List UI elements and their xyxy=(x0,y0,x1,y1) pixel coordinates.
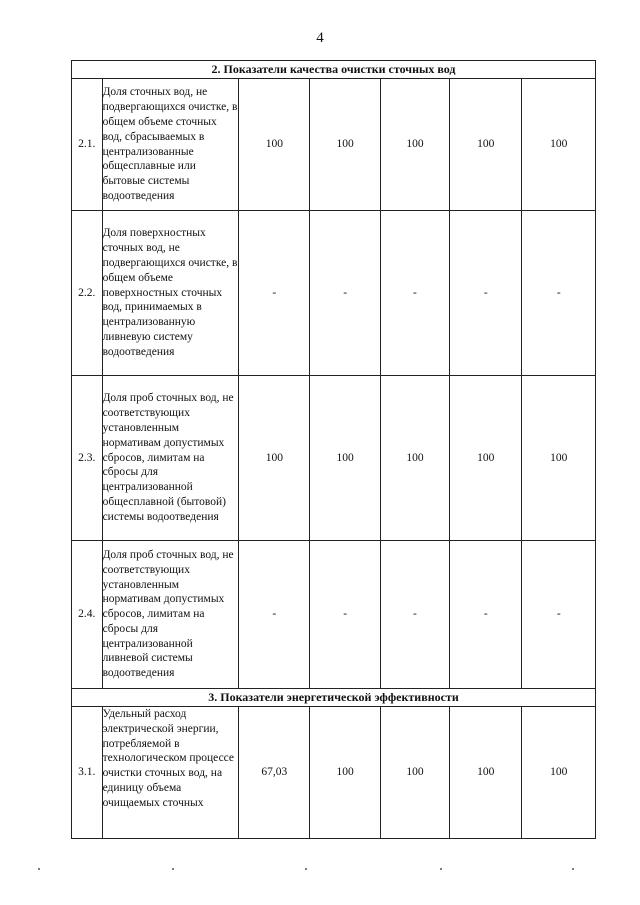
value-cell: 100 xyxy=(522,376,596,541)
value-cell: 100 xyxy=(450,376,522,541)
value-cell: - xyxy=(310,211,380,376)
indicator-description-cell xyxy=(102,707,239,839)
value-cell: 100 xyxy=(380,376,449,541)
indicator-description: Доля проб сточных вод, не соответствующих установленным нормативам допустимых сбросов, лимитам на сбросы для централизованной ливневой системы водоотведения xyxy=(102,541,239,689)
value-cell: 100 xyxy=(310,707,380,839)
indicators-table xyxy=(71,60,596,839)
scan-mark xyxy=(305,868,307,870)
table-row xyxy=(72,376,596,541)
indicator-description: Доля поверхностных сточных вод, не подвергающихся очистке, в общем объеме поверхностных сточных вод, принимаемых в централизованную ливневую систему водоотведения xyxy=(102,211,239,376)
table-row xyxy=(72,79,596,211)
section-title: 2. Показатели качества очистки сточных вод xyxy=(72,61,596,79)
value-cell: - xyxy=(522,541,596,689)
value-cell: - xyxy=(380,541,449,689)
row-number: 2.3. xyxy=(72,376,103,541)
value-cell: 100 xyxy=(310,376,380,541)
scan-mark xyxy=(440,868,442,870)
scan-mark xyxy=(38,868,40,870)
value-cell: 100 xyxy=(522,707,596,839)
page-number: 4 xyxy=(316,30,324,46)
value-cell: - xyxy=(450,541,522,689)
value-cell: 100 xyxy=(380,707,449,839)
value-cell: - xyxy=(310,541,380,689)
value-cell: 100 xyxy=(380,79,449,211)
value-cell: - xyxy=(239,211,310,376)
scan-mark xyxy=(172,868,174,870)
table-row xyxy=(72,707,596,839)
value-cell: 100 xyxy=(239,376,310,541)
value-cell: 100 xyxy=(450,79,522,211)
value-cell: 67,03 xyxy=(239,707,310,839)
table-row xyxy=(72,211,596,376)
value-cell: - xyxy=(522,211,596,376)
value-cell: 100 xyxy=(522,79,596,211)
value-cell: 100 xyxy=(450,707,522,839)
scan-mark xyxy=(572,868,574,870)
value-cell: - xyxy=(380,211,449,376)
value-cell: 100 xyxy=(310,79,380,211)
row-number: 2.2. xyxy=(72,211,103,376)
table-row xyxy=(72,541,596,689)
scan-footer-marks xyxy=(0,868,640,878)
row-number: 3.1. xyxy=(72,707,103,839)
value-cell: 100 xyxy=(239,79,310,211)
indicator-description: Доля проб сточных вод, не соответствующих установленным нормативам допустимых сбросов, лимитам на сбросы для централизованной общесплавной (бытовой) системы водоотведения xyxy=(102,376,239,541)
indicator-description: Доля сточных вод, не подвергающихся очистке, в общем объеме сточных вод, сбрасываемых в централизованные общесплавные или бытовые системы водоотведения xyxy=(102,79,239,211)
row-number: 2.4. xyxy=(72,541,103,689)
section-header-row xyxy=(72,61,596,79)
indicator-description: Удельный расход электрической энергии, потребляемой в технологическом процессе очистки сточных вод, на единицу объема очищаемых сточных xyxy=(102,708,235,809)
value-cell: - xyxy=(450,211,522,376)
section-title: 3. Показатели энергетической эффективности xyxy=(72,689,596,707)
section-header-row xyxy=(72,689,596,707)
value-cell: - xyxy=(239,541,310,689)
row-number: 2.1. xyxy=(72,79,103,211)
